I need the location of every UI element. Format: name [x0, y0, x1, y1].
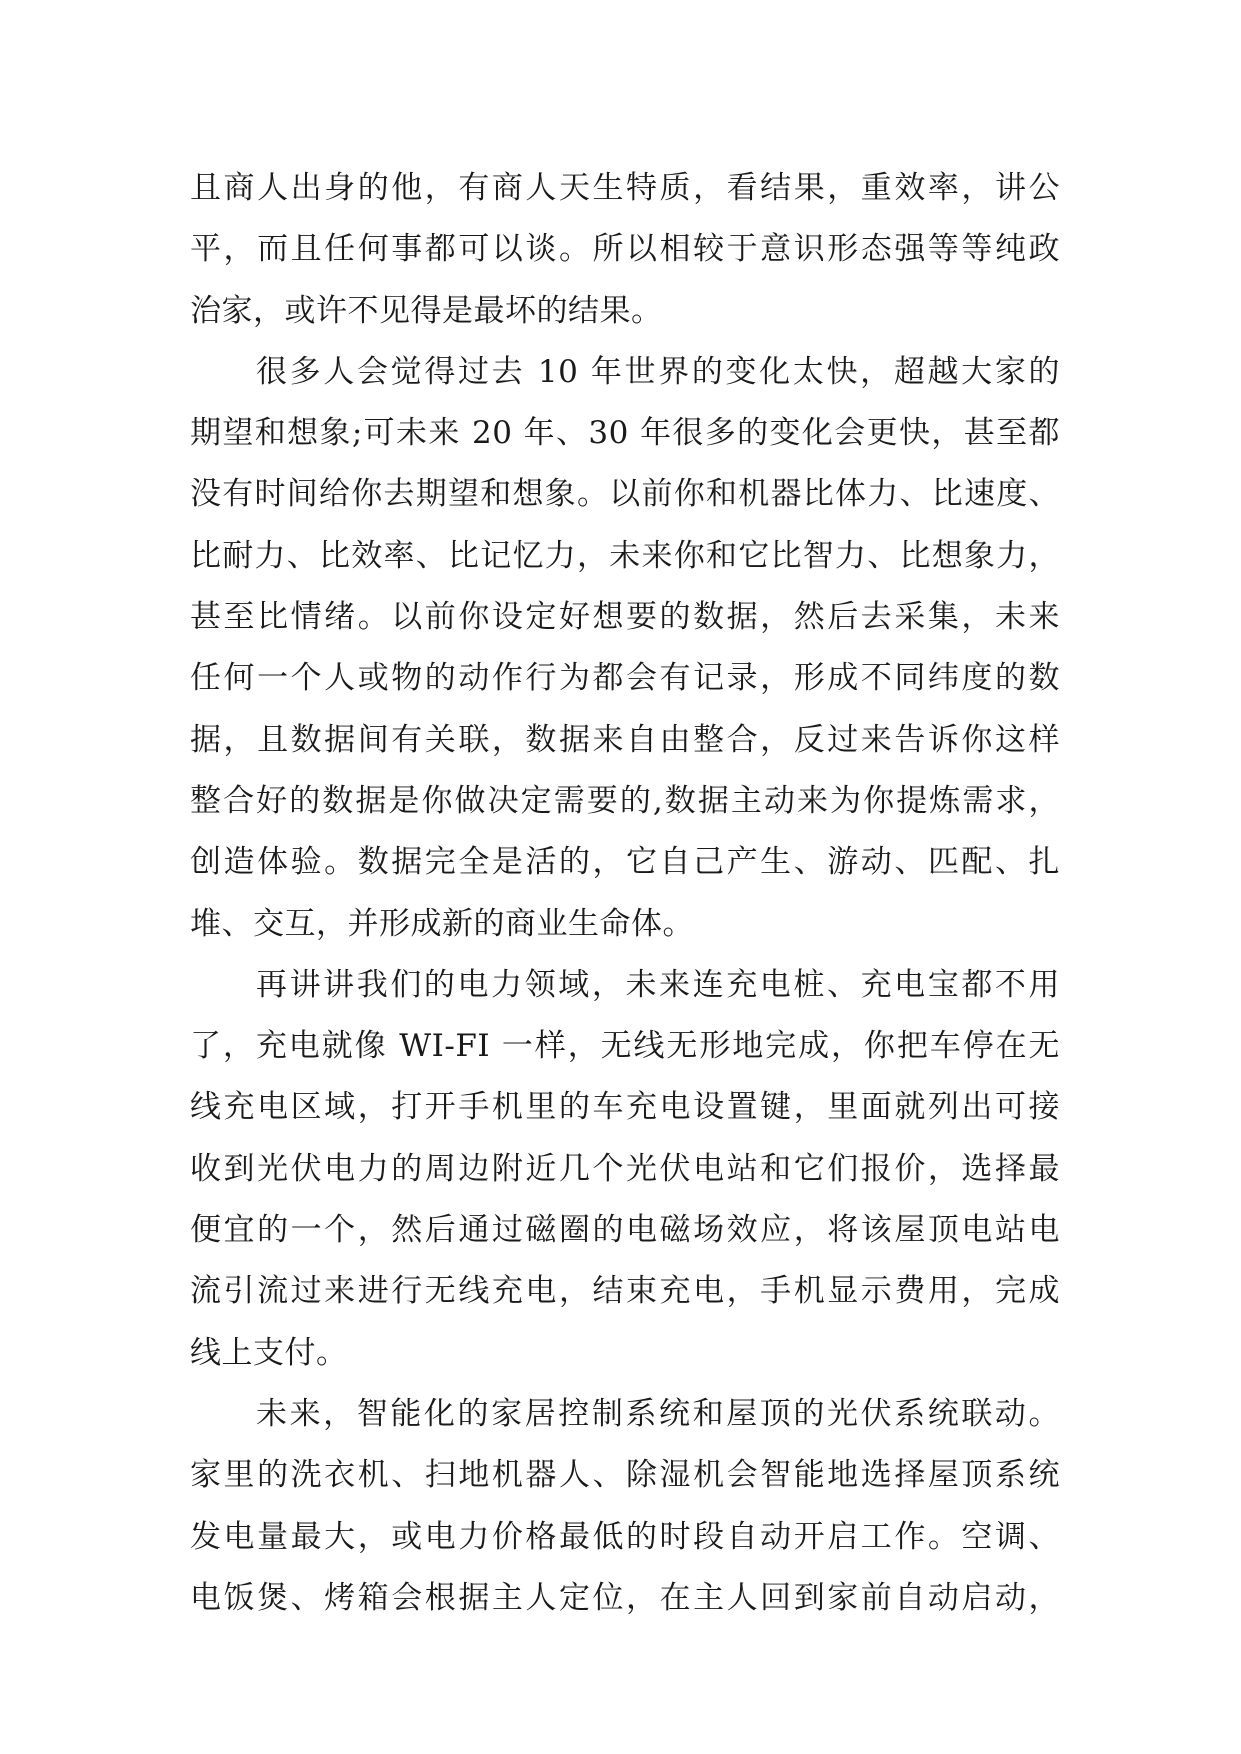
text-line: 便宜的一个，然后通过磁圈的电磁场效应，将该屋顶电站电 — [190, 1212, 1060, 1249]
text-line: 且商人出身的他，有商人天生特质，看结果，重效率，讲公 — [190, 170, 1060, 206]
text-line: 治家，或许不见得是最坏的结果。 — [190, 292, 663, 329]
text-line: 整合好的数据是你做决定需要的,数据主动来为你提炼需求， — [190, 782, 1060, 819]
text-line: 线上支付。 — [190, 1334, 348, 1371]
text-line: 家里的洗衣机、扫地机器人、除湿机会智能地选择屋顶系统 — [190, 1457, 1060, 1494]
text-line: 创造体验。数据完全是活的，它自己产生、游动、匹配、扎 — [190, 844, 1060, 881]
text-line: 发电量最大，或电力价格最低的时段自动开启工作。空调、 — [190, 1518, 1060, 1555]
text-line: 了，充电就像 WI-FI 一样，无线无形地完成，你把车停在无 — [190, 1028, 1060, 1065]
body-text — [190, 158, 1060, 1629]
text-line: 没有时间给你去期望和想象。以前你和机器比体力、比速度、 — [190, 476, 1060, 513]
text-line: 甚至比情绪。以前你设定好想要的数据，然后去采集，未来 — [190, 599, 1060, 636]
text-line: 平，而且任何事都可以谈。所以相较于意识形态强等等纯政 — [190, 231, 1060, 268]
text-line: 再讲讲我们的电力领域，未来连充电桩、充电宝都不用 — [256, 966, 1060, 1003]
text-line: 线充电区域，打开手机里的车充电设置键，里面就列出可接 — [190, 1089, 1060, 1126]
text-line: 堆、交互，并形成新的商业生命体。 — [190, 905, 694, 942]
text-line: 比耐力、比效率、比记忆力，未来你和它比智力、比想象力， — [190, 537, 1060, 574]
text-line: 电饭煲、烤箱会根据主人定位，在主人回到家前自动启动， — [190, 1579, 1060, 1616]
text-line: 收到光伏电力的周边附近几个光伏电站和它们报价，选择最 — [190, 1150, 1060, 1187]
text-line: 期望和想象;可未来 20 年、30 年很多的变化会更快，甚至都 — [190, 415, 1060, 452]
text-line: 流引流过来进行无线充电，结束充电，手机显示费用，完成 — [190, 1273, 1060, 1310]
text-line: 很多人会觉得过去 10 年世界的变化太快，超越大家的 — [256, 353, 1060, 390]
text-line: 据，且数据间有关联，数据来自由整合，反过来告诉你这样 — [190, 721, 1060, 758]
text-line: 任何一个人或物的动作行为都会有记录，形成不同纬度的数 — [190, 660, 1060, 697]
text-line: 未来，智能化的家居控制系统和屋顶的光伏系统联动。 — [256, 1395, 1060, 1432]
